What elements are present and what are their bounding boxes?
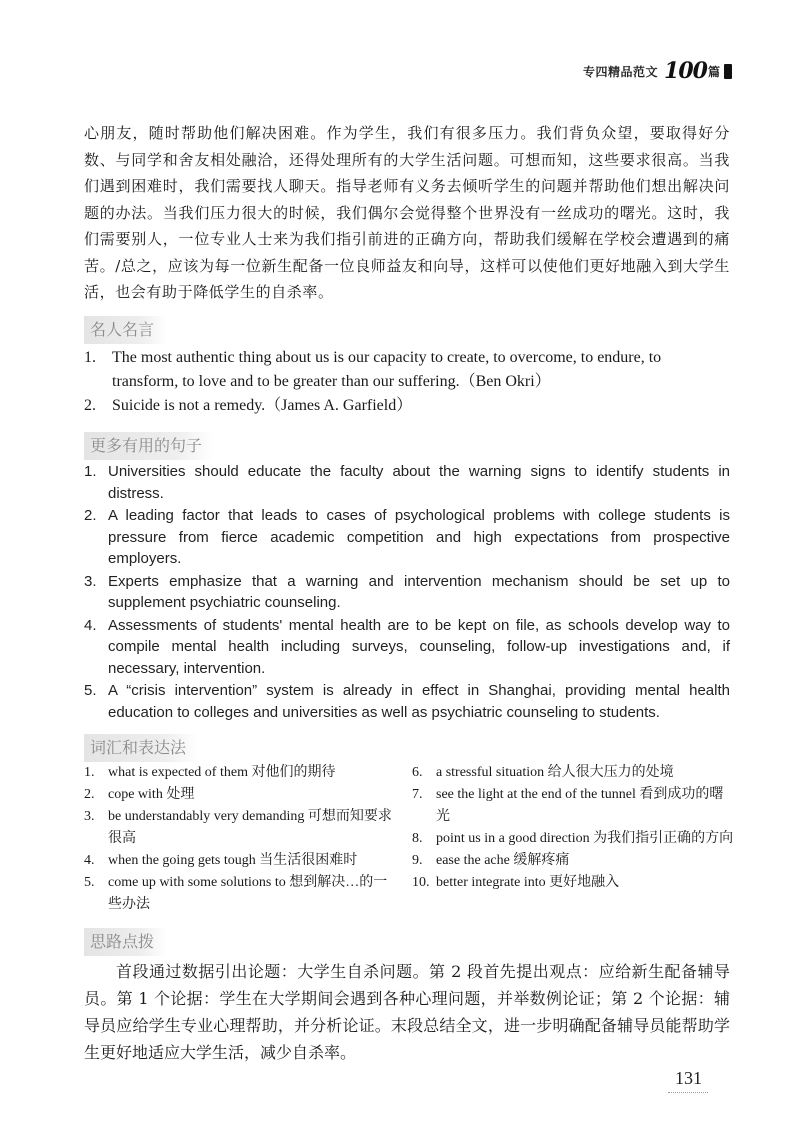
item-number: 4. [84, 853, 95, 868]
page-number-rule [668, 1092, 708, 1093]
header-number: 100 [664, 58, 707, 84]
ideas-paragraph [84, 958, 730, 1066]
item-number: 2. [84, 507, 97, 524]
header-suffix: 篇 [707, 64, 720, 79]
item-number: 9. [412, 853, 423, 868]
list-item [84, 806, 394, 850]
list-item [84, 461, 730, 504]
item-number: 7. [412, 787, 423, 802]
item-text: cope with 处理 [108, 787, 195, 802]
item-number: 2. [84, 397, 96, 414]
item-number: 8. [412, 831, 423, 846]
item-number: 5. [84, 875, 95, 890]
list-item [84, 571, 730, 614]
item-text: Suicide is not a remedy.（James A. Garfield） [112, 397, 413, 414]
list-item [84, 394, 730, 418]
item-text: better integrate into 更好地融入 [436, 875, 620, 890]
item-number: 2. [84, 787, 95, 802]
list-item [412, 784, 734, 828]
item-number: 4. [84, 616, 97, 634]
item-text: a stressful situation 给人很大压力的处境 [436, 765, 674, 780]
item-text: The most authentic thing about us is our capacity to create, to overcome, to endure, to transform, to love and to be greater than our suffering.（Ben Okri） [112, 349, 662, 390]
ideas-text: 首段通过数据引出论题：大学生自杀问题。第 2 段首先提出观点：应给新生配备辅导员。第 1 个论据：学生在大学期间会遇到各种心理问题，并举数例论证；第 2 个论据：辅导员应给学生专业心理帮助，并分析论证。末段总结全文，进一步明确配备辅导员能帮助学生更好地适应大学生活，减少自杀率。 [84, 962, 730, 1062]
quotes-list [84, 346, 730, 418]
item-number: 1. [84, 765, 95, 780]
item-text: see the light at the end of the tunnel 看到成功的曙光 [436, 787, 724, 824]
intro-paragraph: 心朋友，随时帮助他们解决困难。作为学生，我们有很多压力。我们背负众望，要取得好分数、与同学和舍友相处融洽，还得处理所有的大学生活问题。可想而知，这些要求很高。当我们遇到困难时，我们需要找人聊天。指导老师有义务去倾听学生的问题并帮助他们想出解决问题的办法。当我们压力很大的时候，我们偶尔会觉得整个世界没有一丝成功的曙光。这时，我们需要别人，一位专业人士来为我们指引前进的正确方向，帮助我们缓解在学校会遭遇到的痛苦。/总之，应该为每一位新生配备一位良师益友和向导，这样可以使他们更好地融入到大学生活，也会有助于降低学生的自杀率。 [84, 124, 730, 301]
item-number: 3. [84, 809, 95, 824]
section-title-vocab: 词汇和表达法 [84, 734, 198, 762]
list-item [84, 762, 394, 784]
item-number: 1. [84, 349, 96, 366]
list-item [84, 680, 730, 723]
list-item [84, 850, 394, 872]
list-item [412, 872, 734, 894]
item-number: 3. [84, 572, 97, 590]
item-number: 5. [84, 682, 97, 699]
useful-sentences-list [84, 461, 730, 724]
item-text: when the going gets tough 当生活很困难时 [108, 853, 358, 868]
list-item [84, 784, 394, 806]
item-text: Assessments of students' mental health are to be kept on file, as schools develop way to compile mental health including surveys, counseling, follow-up investigations and, if necessary, intervention. [108, 616, 730, 677]
item-number: 6. [412, 765, 423, 780]
vocab-list-right [412, 762, 734, 916]
item-text: Universities should educate the faculty about the warning signs to identify students in distress. [108, 463, 730, 502]
list-item [84, 872, 394, 916]
item-text: point us in a good direction 为我们指引正确的方向 [436, 831, 734, 846]
vocab-list-left [84, 762, 394, 916]
list-item [412, 850, 734, 872]
item-text: what is expected of them 对他们的期待 [108, 765, 336, 780]
item-text: A leading factor that leads to cases of psychological problems with college students is pressure from fierce academic competition and high expectations from prospective employers. [108, 507, 730, 567]
item-text: Experts emphasize that a warning and intervention mechanism should be set up to supplement psychiatric counseling. [108, 572, 730, 611]
item-text: A “crisis intervention” system is already in effect in Shanghai, providing mental health education to colleges and universities as well as psychiatric counseling to students. [108, 682, 730, 721]
item-text: ease the ache 缓解疼痛 [436, 853, 570, 868]
vocab-columns [84, 762, 734, 916]
item-text: be understandably very demanding 可想而知要求很高 [108, 809, 392, 846]
item-number: 1. [84, 463, 97, 480]
list-item [412, 762, 734, 784]
item-number: 10. [412, 875, 430, 890]
list-item [412, 828, 734, 850]
running-header [583, 58, 732, 84]
list-item [84, 615, 730, 680]
item-text: come up with some solutions to 想到解决…的一些办法 [108, 875, 388, 912]
section-title-useful: 更多有用的句子 [84, 432, 214, 460]
list-item [84, 346, 730, 394]
section-title-ideas: 思路点拨 [84, 928, 166, 956]
list-item [84, 505, 730, 570]
page-number: 131 [675, 1068, 702, 1088]
book-icon [724, 64, 732, 79]
header-label: 专四精品范文 [583, 64, 659, 79]
section-title-quotes: 名人名言 [84, 316, 166, 344]
